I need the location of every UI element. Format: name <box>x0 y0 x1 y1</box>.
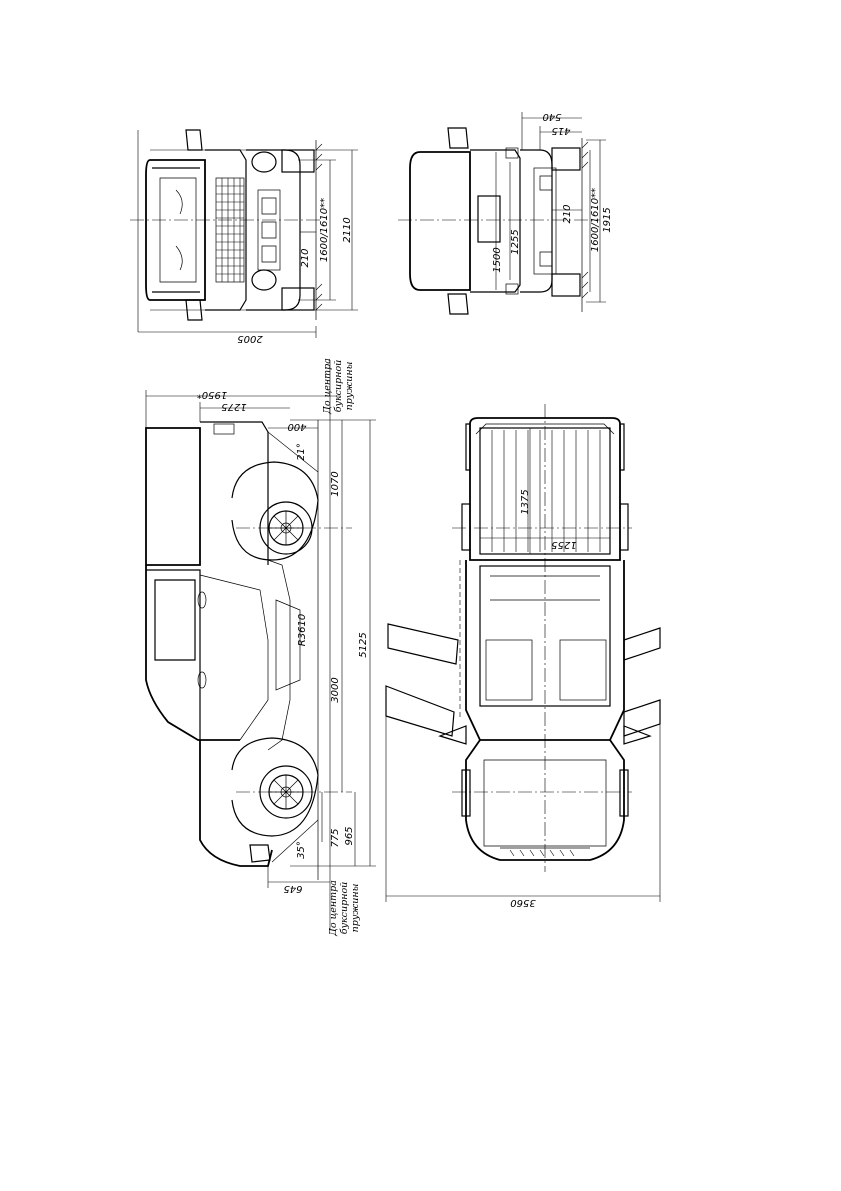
svg-text:буксирной: буксирной <box>339 881 350 935</box>
side-view <box>146 360 376 933</box>
note-rear-tow-spring <box>322 358 355 415</box>
dim-415: 415 <box>551 125 571 136</box>
dim-965: 965 <box>344 826 355 846</box>
rear-view <box>398 112 606 314</box>
dim-5125: 5125 <box>358 632 369 658</box>
note-front-tow-spring <box>328 880 361 937</box>
dim-rear-clearance: 210 <box>562 204 573 224</box>
dim-1275: 1275 <box>221 401 247 412</box>
dim-2005: 2005 <box>237 333 263 344</box>
approach-angle: 35° <box>296 841 307 859</box>
dim-1500: 1500 <box>492 247 503 273</box>
dim-3000: 3000 <box>330 677 341 703</box>
svg-text:пружины: пружины <box>344 361 355 411</box>
dim-540: 540 <box>542 111 562 122</box>
departure-angle: 21° <box>296 443 307 461</box>
dim-775: 775 <box>330 828 341 848</box>
dim-645: 645 <box>283 883 303 894</box>
dim-1255-top: 1255 <box>551 539 577 550</box>
dim-1255-rear: 1255 <box>510 229 521 255</box>
dim-1070: 1070 <box>330 471 341 497</box>
svg-text:буксирной: буксирной <box>333 359 344 413</box>
dim-3560: 3560 <box>510 897 536 908</box>
svg-text:пружины: пружины <box>350 883 361 933</box>
svg-text:До центра: До центра <box>328 880 339 936</box>
dim-rear-track: 1600/1610** <box>590 187 601 253</box>
svg-text:До центра: До центра <box>322 358 333 414</box>
dim-1915: 1915 <box>602 207 613 233</box>
dim-400: 400 <box>287 421 307 432</box>
dim-turn-radius: R3610 <box>297 613 308 647</box>
dim-1950: 1950* <box>196 389 228 400</box>
dim-front-track: 1600/1610** <box>319 197 330 263</box>
dim-1375: 1375 <box>520 489 531 515</box>
top-view <box>386 404 660 902</box>
dim-front-clearance: 210 <box>300 248 311 268</box>
dim-2110: 2110 <box>342 217 353 243</box>
